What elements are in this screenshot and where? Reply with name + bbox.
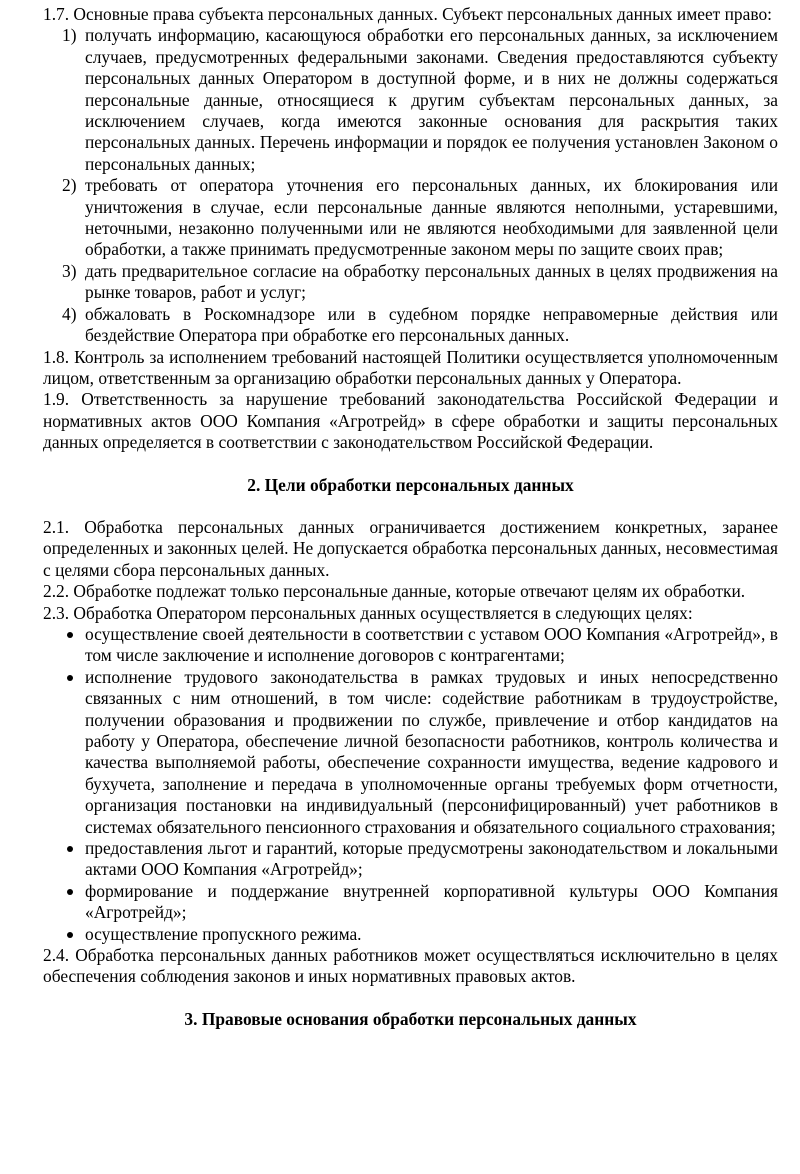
- list-item: [43, 175, 778, 261]
- list-item: [43, 838, 778, 881]
- bullet-icon: [67, 675, 73, 681]
- list-item: [43, 624, 778, 667]
- paragraph-1-7: 1.7. Основные права субъекта персональных данных. Субъект персональных данных имеет право:: [43, 4, 772, 24]
- list-number: 2): [62, 175, 77, 196]
- spacer: [43, 454, 778, 475]
- list-item-text: предоставления льгот и гарантий, которые предусмотрены законодательством и локальными актами ООО Компания «Агротрейд»;: [85, 838, 778, 880]
- list-item-text: осуществление пропускного режима.: [85, 923, 362, 944]
- paragraph-1-9: 1.9. Ответственность за нарушение требований законодательства Российской Федерации и нормативных актов ООО Компания «Агротрейд» в сфере обработки и защиты персональных данных определяется в соответствии с законодательством Российской Федерации.: [43, 389, 778, 453]
- list-item-text: требовать от оператора уточнения его персональных данных, их блокирования или уничтожения в случае, если персональные данные являются неполными, устаревшими, неточными, незаконно полученными или не являются необходимыми для заявленной цели обработки, а также принимать предусмотренные законом меры по защите своих прав;: [85, 175, 778, 260]
- paragraph-2-4: 2.4. Обработка персональных данных работников может осуществляться исключительно в целях обеспечения соблюдения законов и иных нормативных правовых актов.: [43, 945, 778, 987]
- spacer: [43, 988, 778, 1009]
- list-number: 1): [62, 25, 77, 46]
- list-number: 3): [62, 260, 77, 281]
- list-item-text: получать информацию, касающуюся обработки его персональных данных, за исключением случаев, предусмотренных федеральными законами. Сведения предоставляются субъекту персональных данных Оператором в доступной форме, и в них не должны содержаться персональные данные, относящиеся к другим субъектам персональных данных, за исключением случаев, когда имеются законные основания для раскрытия таких персональных данных. Перечень информации и порядок ее получения установлен Законом о персональных данных;: [85, 25, 778, 174]
- paragraph-2-1: 2.1. Обработка персональных данных ограничивается достижением конкретных, заранее определенных и законных целей. Не допускается обработка персональных данных, несовместимая с целями сбора персональных данных.: [43, 516, 778, 580]
- list-item: [43, 304, 778, 347]
- bullet-icon: [67, 632, 73, 638]
- list-item-text: осуществление своей деятельности в соответствии с уставом ООО Компания «Агротрейд», в том числе заключение и исполнение договоров с контрагентами;: [85, 623, 778, 666]
- list-item-text: дать предварительное согласие на обработку персональных данных в целях продвижения на рынке товаров, работ и услуг;: [85, 260, 778, 303]
- list-item-text: формирование и поддержание внутренней корпоративной культуры ООО Компания «Агротрейд»;: [85, 880, 778, 923]
- list-item-text: обжаловать в Роскомнадзоре или в судебном порядке неправомерные действия или бездействие Оператора при обработке его персональных данных.: [85, 303, 778, 346]
- list-item: [43, 924, 778, 945]
- spacer: [43, 496, 778, 517]
- list-item: [43, 25, 778, 175]
- list-item: [43, 261, 778, 304]
- paragraph-2-2: 2.2. Обработке подлежат только персональные данные, которые отвечают целям их обработки.: [43, 581, 746, 602]
- processing-purposes-list: [43, 624, 778, 945]
- list-item: [43, 667, 778, 838]
- bullet-icon: [67, 889, 73, 895]
- list-number: 4): [62, 303, 77, 324]
- bullet-icon: [67, 846, 73, 852]
- section-3-heading: 3. Правовые основания обработки персональных данных: [184, 1008, 637, 1029]
- bullet-icon: [67, 932, 73, 938]
- subject-rights-list: [43, 25, 778, 346]
- paragraph-1-8: 1.8. Контроль за исполнением требований настоящей Политики осуществляется уполномоченным лицом, ответственным за организацию обработки персональных данных у Оператора.: [43, 346, 778, 388]
- section-2-heading: 2. Цели обработки персональных данных: [247, 474, 574, 495]
- paragraph-2-3: 2.3. Обработка Оператором персональных данных осуществляется в следующих целях:: [43, 602, 693, 623]
- list-item: [43, 881, 778, 924]
- list-item-text: исполнение трудового законодательства в рамках трудовых и иных непосредственно связанных с ним отношений, в том числе: содействие работникам в трудоустройстве, получении образования и продвижении по службе, привлечение и отбор кандидатов на работу у Оператора, обеспечение личной безопасности работников, контроль количества и качества выполняемой работы, обеспечение сохранности имущества, ведение кадрового и бухучета, заполнение и передача в уполномоченные органы требуемых форм отчетности, организация постановки на индивидуальный (персонифицированный) учет работников в системах обязательного пенсионного страхования и обязательного социального страхования;: [85, 666, 778, 837]
